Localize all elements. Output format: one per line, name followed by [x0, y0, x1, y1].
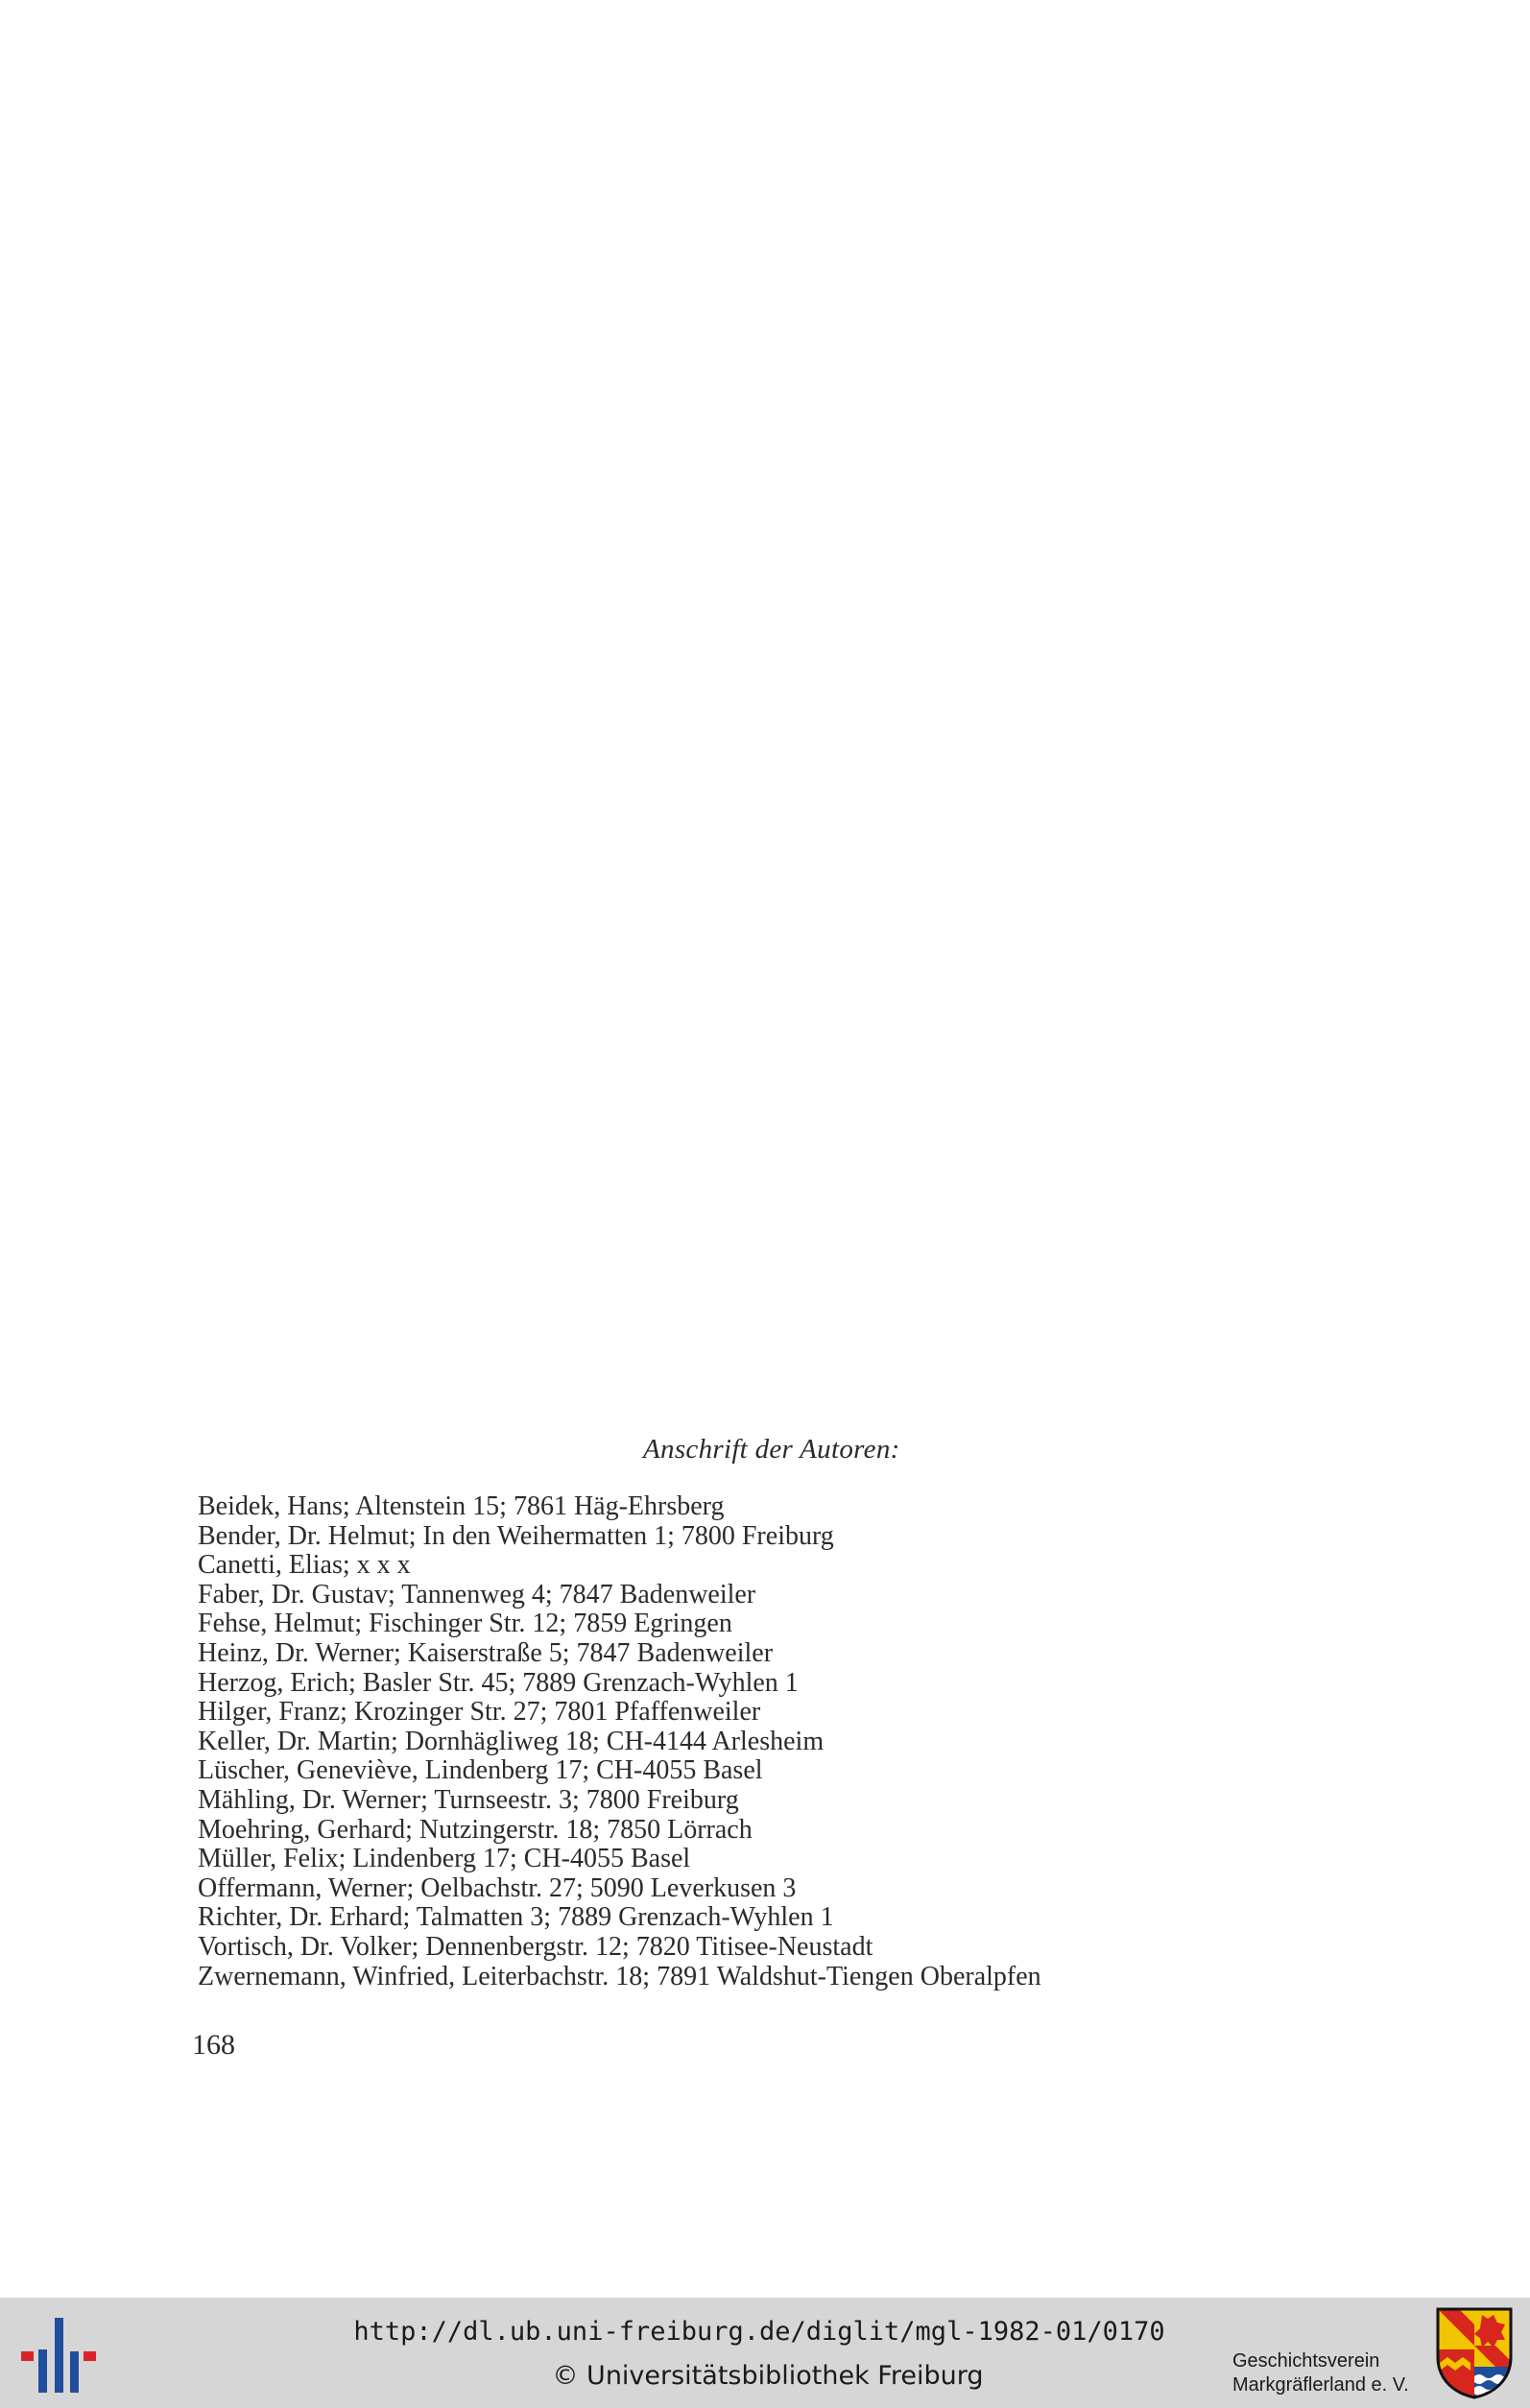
author-entry: Zwernemann, Winfried, Leiterbachstr. 18; 7891 Waldshut-Tiengen Oberalpfen	[198, 1961, 1041, 1991]
author-entry: Moehring, Gerhard; Nutzingerstr. 18; 7850 Lörrach	[198, 1814, 753, 1845]
authors-heading: Anschrift der Autoren:	[643, 1434, 900, 1465]
coat-of-arms-icon	[1436, 2307, 1513, 2399]
society-name-line2: Markgräflerland e. V.	[1232, 2374, 1409, 2396]
society-name	[1232, 2349, 1409, 2397]
author-entry: Hilger, Franz; Krozinger Str. 27; 7801 Pfaffenweiler	[198, 1697, 761, 1728]
author-entry: Beidek, Hans; Altenstein 15; 7861 Häg-Ehrsberg	[198, 1491, 725, 1521]
author-entry: Canetti, Elias; x x x	[198, 1550, 411, 1581]
society-name-line1: Geschichtsverein	[1232, 2350, 1380, 2372]
author-entry: Keller, Dr. Martin; Dornhägliweg 18; CH-4144 Arlesheim	[198, 1726, 825, 1756]
author-entry: Fehse, Helmut; Fischinger Str. 12; 7859 Egringen	[198, 1609, 732, 1639]
author-entry: Müller, Felix; Lindenberg 17; CH-4055 Basel	[198, 1844, 691, 1874]
footer-bar	[0, 2298, 1530, 2408]
author-entry: Vortisch, Dr. Volker; Dennenbergstr. 12; 7820 Titisee-Neustadt	[198, 1931, 873, 1962]
page-number: 168	[192, 2029, 235, 2061]
author-entry: Richter, Dr. Erhard; Talmatten 3; 7889 Grenzach-Wyhlen 1	[198, 1902, 834, 1933]
copyright-notice: © Universitätsbibliothek Freiburg	[552, 2361, 984, 2391]
author-entry: Bender, Dr. Helmut; In den Weihermatten 1; 7800 Freiburg	[198, 1520, 834, 1551]
author-entry: Herzog, Erich; Basler Str. 45; 7889 Grenzach-Wyhlen 1	[198, 1667, 799, 1698]
author-entry: Mähling, Dr. Werner; Turnseestr. 3; 7800 Freiburg	[198, 1784, 739, 1815]
author-entry: Heinz, Dr. Werner; Kaiserstraße 5; 7847 Badenweiler	[198, 1637, 774, 1668]
author-entry: Lüscher, Geneviève, Lindenberg 17; CH-4055 Basel	[198, 1755, 763, 1786]
author-entry: Offermann, Werner; Oelbachstr. 27; 5090 Leverkusen 3	[198, 1872, 797, 1903]
author-address-list	[198, 1492, 1041, 1991]
document-url-link[interactable]: http://dl.ub.uni-freiburg.de/diglit/mgl-1982-01/0170	[353, 2317, 1165, 2347]
author-entry: Faber, Dr. Gustav; Tannenweg 4; 7847 Badenweiler	[198, 1579, 756, 1609]
